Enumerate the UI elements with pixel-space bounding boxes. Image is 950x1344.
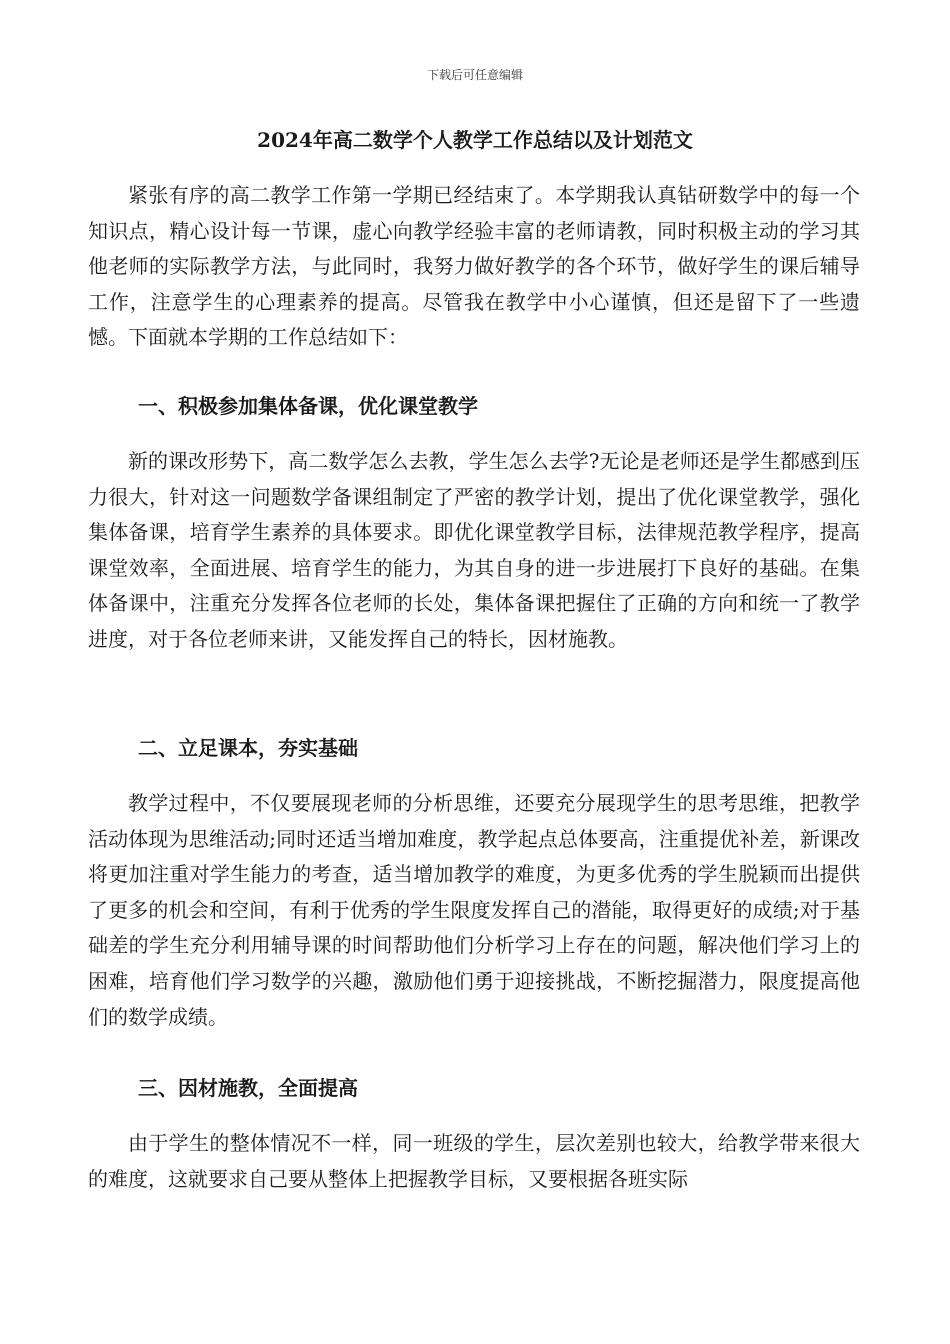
section-heading-3: 三、因材施教，全面提高 (138, 1076, 358, 1100)
section-paragraph-1: 新的课改形势下，高二数学怎么去教，学生怎么去学?无论是老师还是学生都感到压力很大，针对这一问题数学备课组制定了严密的教学计划，提出了优化课堂教学，强化集体备课，培育学生素养的具体要求。即优化课堂教学目标，法律规范教学程序，提高课堂效率，全面进展、培育学生的能力，为其自身的进一步进展打下良好的基础。在集体备课中，注重充分发挥各位老师的长处，集体备课把握住了正确的方向和统一了教学进度，对于各位老师来讲，又能发挥自己的特长，因材施教。 (88, 449, 860, 651)
section-paragraph-2: 教学过程中，不仅要展现老师的分析思维，还要充分展现学生的思考思维，把教学活动体现为思维活动;同时还适当增加难度，教学起点总体要高，注重提优补差，新课改将更加注重对学生能力的考查，适当增加教学的难度，为更多优秀的学生脱颖而出提供了更多的机会和空间，有利于优秀的学生限度发挥自己的潜能，取得更好的成绩;对于基础差的学生充分利用辅导课的时间帮助他们分析学习上存在的问题，解决他们学习上的困难，培育他们学习数学的兴趣，激励他们勇于迎接挑战，不断挖掘潜力，限度提高他们的数学成绩。 (88, 791, 860, 1029)
document-title: 2024年高二数学个人教学工作总结以及计划范文 (257, 128, 693, 152)
section-heading-1: 一、积极参加集体备课，优化课堂教学 (138, 394, 478, 418)
section-paragraph-3: 由于学生的整体情况不一样，同一班级的学生，层次差别也较大，给教学带来很大的难度，这就要求自己要从整体上把握教学目标，又要根据各班实际 (88, 1131, 860, 1191)
intro-paragraph: 紧张有序的高二教学工作第一学期已经结束了。本学期我认真钻研数学中的每一个知识点，精心设计每一节课，虚心向教学经验丰富的老师请教，同时积极主动的学习其他老师的实际教学方法，与此同时，我努力做好教学的各个环节，做好学生的课后辅导工作，注意学生的心理素养的提高。尽管我在教学中小心谨慎，但还是留下了一些遗憾。下面就本学期的工作总结如下： (88, 183, 860, 350)
section-heading-2: 二、立足课本，夯实基础 (138, 736, 358, 760)
header-note: 下载后可任意编辑 (426, 68, 523, 82)
